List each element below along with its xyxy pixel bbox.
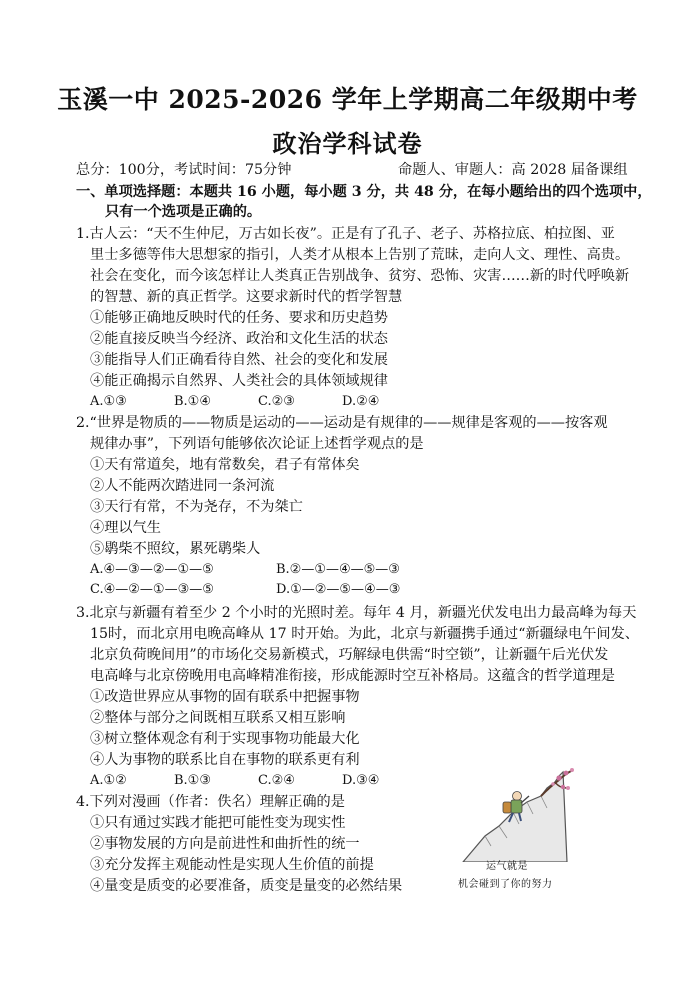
q3-stem-line: 北京负荷晚间用”的市场化交易新模式，巧解绿电供需“时空锁”，让新疆午后光伏发	[90, 647, 609, 663]
q1-item: ②能直接反映当今经济、政治和文化生活的状态	[90, 331, 388, 347]
q2-item: ③天行有常，不为尧存，不为桀亡	[90, 499, 303, 515]
q3-item: ③树立整体观念有利于实现事物功能最大化	[90, 731, 360, 747]
q3-item: ④人为事物的联系比自在事物的联系更有利	[90, 752, 360, 768]
backpack	[503, 802, 511, 813]
section-heading-cont: 只有一个选项是正确的。	[105, 204, 262, 220]
q3-options	[90, 771, 379, 791]
q1-item: ④能正确揭示自然界、人类社会的具体领域规律	[90, 373, 388, 389]
q1-item: ①能够正确地反映时代的任务、要求和历史趋势	[90, 310, 388, 326]
option-a: A.①③	[90, 394, 127, 409]
exam-title: 玉溪一中 2025-2026 学年上学期高二年级期中考	[57, 85, 638, 114]
option-c: C.④—②—①—③—⑤	[90, 582, 214, 597]
q3-stem-line: 3.北京与新疆有着至少 2 个小时的光照时差。每年 4 月，新疆光伏发电出力最高峰为每天	[76, 605, 637, 621]
q2-stem-line: 2.“世界是物质的——物质是运动的——运动是有规律的——规律是客观的——按客观	[76, 415, 608, 431]
exam-meta-right: 命题人、审题人：高 2028 届备课组	[398, 162, 628, 178]
blossom-icon	[556, 775, 561, 780]
q4-item: ②事物发展的方向是前进性和曲折性的统一	[90, 836, 360, 852]
q1-stem-line: 的智慧、新的真正哲学。这要求新时代的哲学智慧	[90, 289, 403, 305]
option-d: D.①—②—⑤—④—③	[276, 582, 401, 597]
q2-options-row1	[90, 560, 400, 580]
option-a: A.④—③—②—①—⑤	[90, 562, 214, 577]
q1-stem-line: 里士多德等伟大思想家的指引，人类才从根本上告别了荒昧，走向人文、理性、高贵。	[90, 247, 630, 263]
q2-options-row2	[90, 580, 400, 600]
exam-subtitle: 政治学科试卷	[272, 129, 423, 158]
option-d: D.③④	[342, 773, 380, 788]
q1-stem-line: 社会在变化，而今该怎样让人类真正告别战争、贫穷、恐怖、灾害……新的时代呼唤新	[90, 268, 630, 284]
option-c: C.②③	[258, 394, 295, 409]
cartoon-caption-line2: 机会碰到了你的努力	[458, 879, 553, 890]
option-c: C.②④	[258, 773, 295, 788]
q3-item: ①改造世界应从事物的固有联系中把握事物	[90, 689, 360, 705]
q4-item: ④量变是质变的必要准备，质变是量变的必然结果	[90, 878, 403, 894]
option-a: A.①②	[90, 773, 127, 788]
q4-stem-line: 4.下列对漫画（作者：佚名）理解正确的是	[76, 794, 345, 810]
option-b: B.①④	[174, 394, 211, 409]
q2-item: ②人不能两次踏进同一条河流	[90, 478, 275, 494]
climber-body	[511, 800, 522, 813]
q3-item: ②整体与部分之间既相互联系又相互影响	[90, 710, 346, 726]
q1-stem-line: 1.古人云：“天不生仲尼，万古如长夜”。正是有了孔子、老子、苏格拉底、柏拉图、亚	[76, 226, 615, 242]
q2-item: ④理以气生	[90, 520, 161, 536]
option-b: B.②—①—④—⑤—③	[276, 562, 400, 577]
exam-meta-left: 总分：100分，考试时间：75分钟	[76, 162, 292, 178]
q4-item: ①只有通过实践才能把可能性变为现实性	[90, 815, 346, 831]
cartoon-image	[455, 766, 575, 862]
section-heading: 一、单项选择题：本题共 16 小题，每小题 3 分，共 48 分，在每小题给出的四个选项中，	[76, 184, 652, 200]
climber-head	[513, 792, 522, 801]
q3-stem-line: 15时，而北京用电晚高峰从 17 时开始。为此，北京与新疆携手通过“新疆绿电午间发、	[90, 626, 639, 642]
q1-options	[90, 392, 379, 412]
q3-stem-line: 电高峰与北京傍晚用电高峰精准衔接，形成能源时空互补格局。这蕴含的哲学道理是	[90, 668, 615, 684]
q2-stem-line: 规律办事”，下列语句能够依次论证上述哲学观点的是	[90, 436, 424, 452]
q2-item: ①天有常道矣，地有常数矣，君子有常体矣	[90, 457, 360, 473]
cartoon-caption-line1: 运气就是	[486, 861, 528, 872]
q2-item: ⑤鹖柴不照纹，累死鹖柴人	[90, 541, 261, 557]
q1-item: ③能指导人们正确看待自然、社会的变化和发展	[90, 352, 388, 368]
option-d: D.②④	[342, 394, 380, 409]
option-b: B.①③	[174, 773, 211, 788]
q4-item: ③充分发挥主观能动性是实现人生价值的前提	[90, 857, 374, 873]
